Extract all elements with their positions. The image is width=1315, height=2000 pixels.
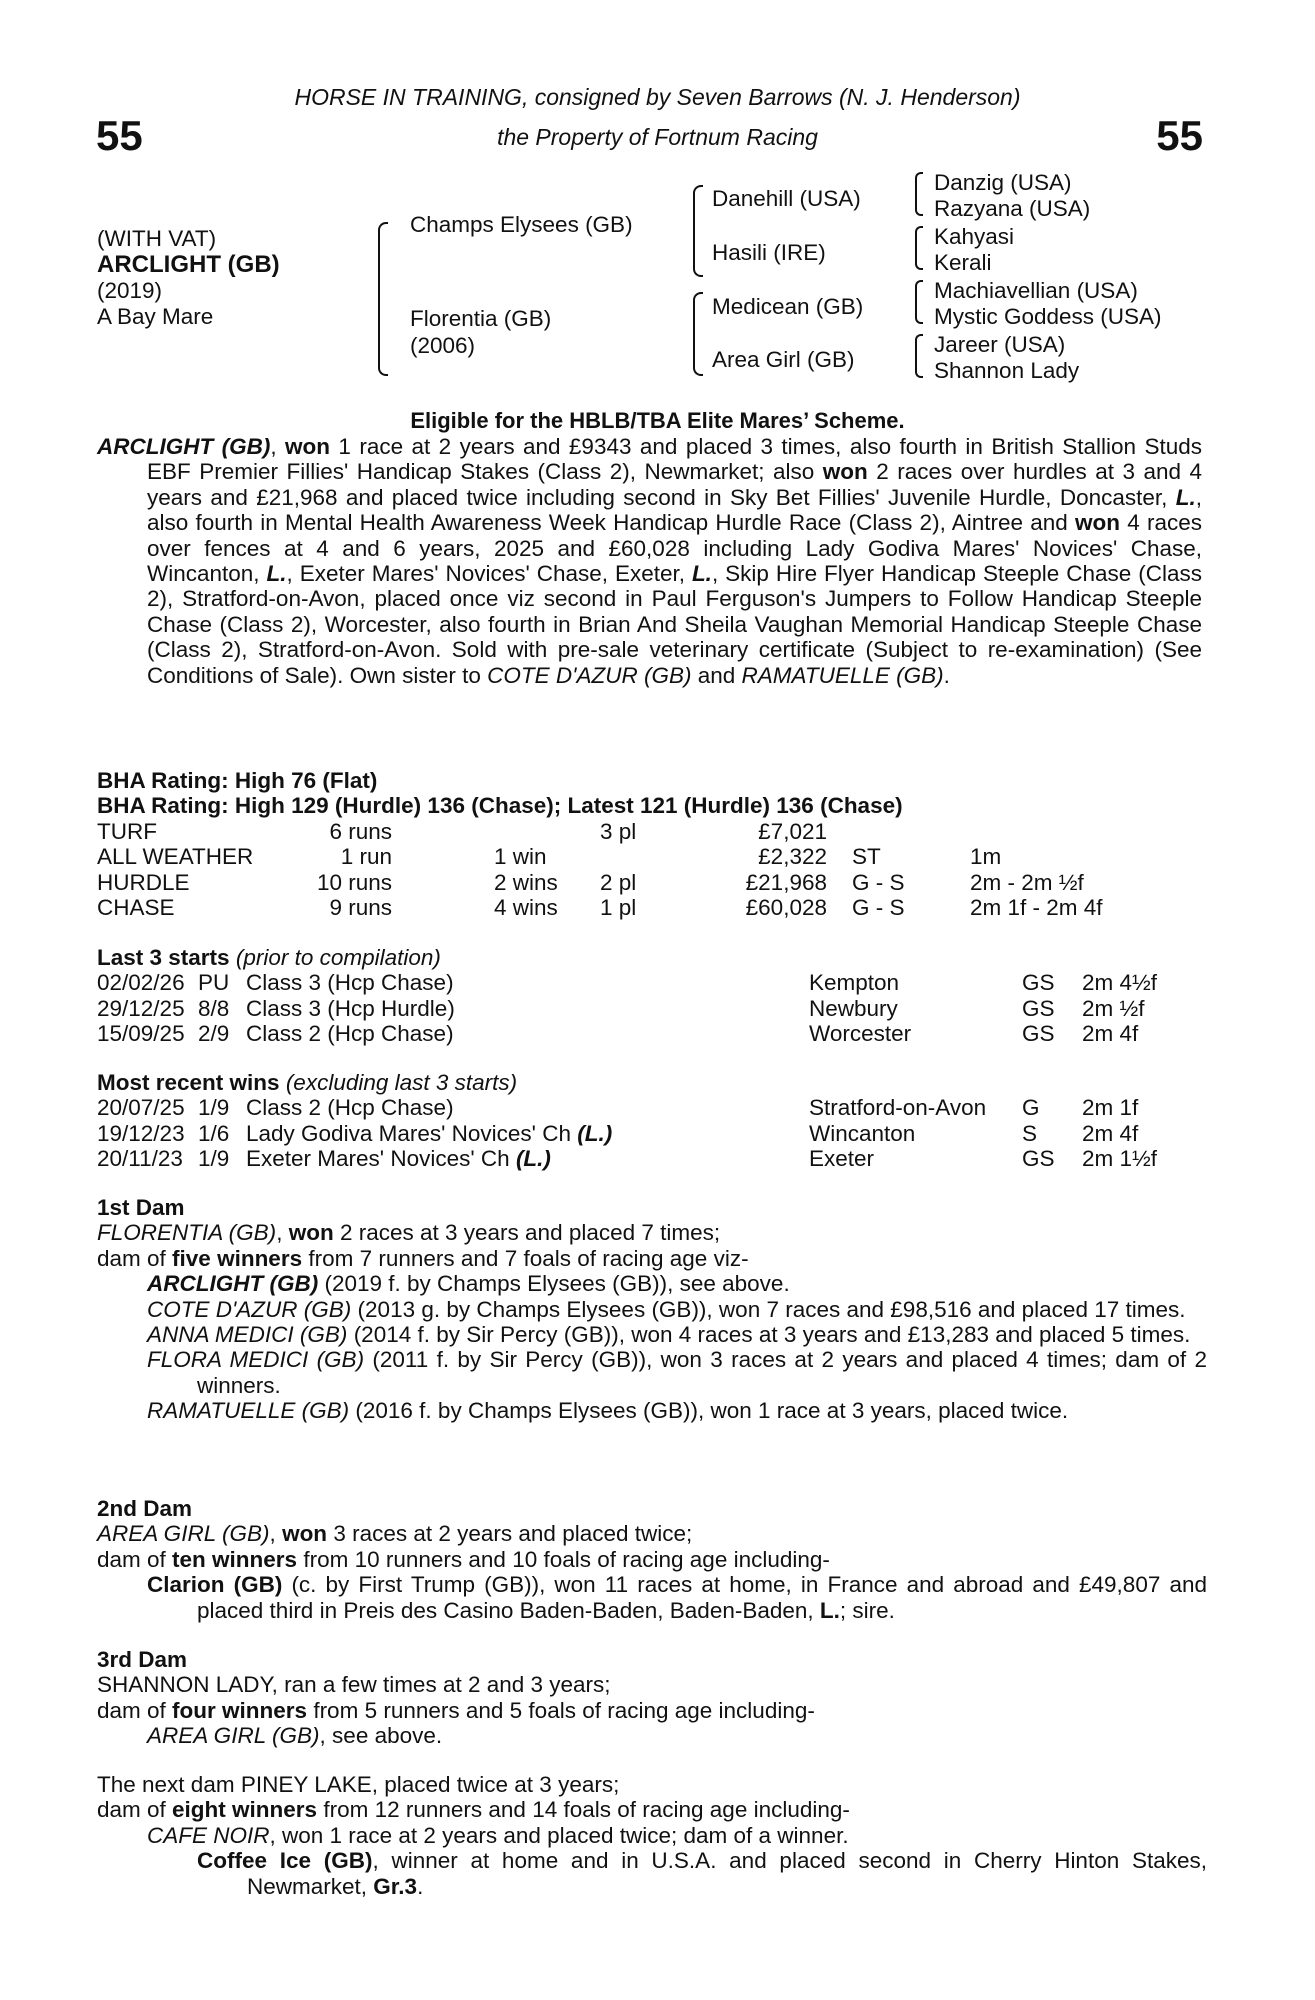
pedigree-brace-3a	[915, 172, 923, 216]
progeny-name: ANNA MEDICI (GB)	[147, 1322, 348, 1348]
course: Stratford-on-Avon	[809, 1095, 987, 1121]
sibling-name: RAMATUELLE (GB)	[741, 662, 944, 688]
dam1-name: FLORENTIA (GB)	[97, 1220, 277, 1246]
bha-rating-jumps: BHA Rating: High 129 (Hurdle) 136 (Chase); Latest 121 (Hurdle) 136 (Chase)	[97, 793, 903, 819]
next-dam-produce-pre: dam of	[97, 1797, 173, 1823]
ratings-section	[97, 768, 1207, 920]
course: Exeter	[809, 1146, 875, 1172]
recent-wins-section	[97, 1070, 1207, 1172]
dam3-winners-count: four winners	[172, 1697, 308, 1723]
next-dam-progeny-2	[97, 1848, 1207, 1899]
going: G	[1022, 1095, 1040, 1121]
pedigree-brace-3c	[915, 280, 923, 324]
dam2-record: 3 races at 2 years and placed twice;	[327, 1521, 693, 1547]
ancestor: Razyana (USA)	[934, 196, 1091, 221]
going: GS	[1022, 970, 1055, 996]
race-name	[246, 1146, 551, 1171]
race-title: Exeter Mares' Novices' Ch	[246, 1146, 510, 1172]
distance: 1m	[970, 844, 1002, 870]
recent-wins-table	[97, 1095, 1207, 1171]
ancestor: Kerali	[934, 250, 992, 275]
runs: 10 runs	[316, 869, 392, 895]
first-dam-section: 1st Dam FLORENTIA (GB), won 2 races at 3 years and placed 7 times; dam of five winners from 7 runners and 7 foals of racing age viz- ARCLIGHT (GB) (2019 f. by Champs Elysees (GB)), see above. COTE D'AZUR (GB) (2013 g. by Champs Elysees (GB)), won 7 races and £98,516 and placed 17 times. ANNA MEDICI (GB) (2014 f. by Sir Percy (GB)), won 4 races at 3 years and £13,283 and placed 5 times. FLORA MEDICI (GB) (2011 f. by Sir Percy (GB)), won 3 races at 2 years and placed 4 times; dam of 2 winners. RAMATUELLE (GB) (2016 f. by Champs Elysees (GB)), won 1 race at 3 years, placed twice.	[97, 1195, 1207, 1424]
ancestor: Kahyasi	[934, 224, 1015, 249]
sire-dam: Hasili (IRE)	[712, 240, 826, 265]
dam: Florentia (GB)	[410, 306, 552, 331]
sire-sire: Danehill (USA)	[712, 186, 861, 211]
summary-text-5: , Exeter Mares' Novices' Chase, Exeter,	[286, 561, 692, 587]
race-date: 19/12/23	[97, 1120, 185, 1146]
prize: £2,322	[758, 844, 827, 870]
pedigree-brace-3d	[915, 334, 923, 378]
form-row	[97, 1121, 1207, 1146]
finish-position: 1/9	[198, 1146, 230, 1172]
summary-won-1: won	[285, 434, 331, 459]
prize: £21,968	[745, 869, 827, 895]
next-dam-section	[97, 1772, 1207, 1899]
surface: CHASE	[97, 894, 175, 920]
race-title: Class 3 (Hcp Hurdle)	[246, 995, 455, 1021]
finish-position: 8/8	[198, 995, 230, 1021]
distance: 2m 4f	[1082, 1120, 1139, 1146]
pedigree-brace-2b	[693, 292, 703, 376]
ratings-row	[97, 895, 1207, 920]
race-name	[246, 1121, 612, 1146]
horse-description: A Bay Mare	[97, 304, 214, 329]
form-row	[97, 1146, 1207, 1171]
progeny-entry	[97, 1297, 1207, 1322]
form-row	[97, 996, 1207, 1021]
race-title: Class 2 (Hcp Chase)	[246, 1095, 454, 1121]
last3-table	[97, 970, 1207, 1046]
progeny-record: (2013 g. by Champs Elysees (GB)), won 7 races and £98,516 and placed 17 times.	[351, 1296, 1186, 1322]
dam3-title: 3rd Dam	[97, 1647, 188, 1672]
progeny-name: COTE D'AZUR (GB)	[147, 1296, 352, 1322]
next-dam-progeny-1	[97, 1823, 1207, 1848]
horse-name: ARCLIGHT (GB)	[97, 251, 280, 278]
summary-text-6: , Skip Hire Flyer Handicap Steeple Chase (Class 2), Stratford-on-Avon, placed once viz second in Paul Ferguson's Jumpers to Follow Handicap Steeple Chase (Class 2), Worcester, also fourth in Brian And Sheila Vaughan Memorial Handicap Steeple Chase (Class 2), Stratford-on-Avon. Sold with pre-sale veterinary certificate (Subject to re-examination) (See Conditions of Sale). Own sister to	[147, 561, 1203, 688]
progeny-entry	[97, 1322, 1207, 1347]
eligibility-note: Eligible for the HBLB/TBA Elite Mares’ Scheme.	[410, 408, 905, 433]
wins: 4 wins	[494, 894, 558, 920]
next-dam-line: The next dam PINEY LAKE, placed twice at 3 years;	[97, 1772, 620, 1797]
horse-identity	[97, 226, 280, 330]
third-dam-section	[97, 1647, 1207, 1749]
ratings-table	[97, 819, 1207, 921]
race-date: 29/12/25	[97, 995, 185, 1021]
going: GS	[1022, 1021, 1055, 1047]
dam-dam: Area Girl (GB)	[712, 347, 855, 372]
race-name	[246, 1095, 454, 1120]
race-name	[246, 996, 455, 1021]
progeny-record: , see above.	[319, 1723, 443, 1749]
sibling-name: COTE D'AZUR (GB)	[487, 662, 692, 688]
summary-text-3: , also fourth in Mental Health Awareness Week Handicap Hurdle Race (Class 2), Aintree and	[147, 484, 1202, 536]
progeny-record: (c. by First Trump (GB)), won 11 races at home, in France and abroad and £49,807 and placed third in Preis des Casino Baden-Baden, Baden-Baden,	[197, 1572, 1207, 1623]
wins: 1 win	[494, 844, 547, 870]
course: Wincanton	[809, 1120, 916, 1146]
wins: 2 wins	[494, 869, 558, 895]
progeny-entry	[97, 1271, 1207, 1296]
progeny-name: FLORA MEDICI (GB)	[147, 1347, 365, 1373]
next-dam-produce-rest: from 12 runners and 14 foals of racing age including-	[317, 1797, 850, 1823]
progeny-name: ARCLIGHT (GB)	[147, 1271, 319, 1297]
grandsire-column	[934, 170, 1162, 384]
vat-label: (WITH VAT)	[97, 226, 217, 251]
course: Newbury	[809, 995, 898, 1021]
race-date: 20/07/25	[97, 1095, 185, 1121]
form-row	[97, 1021, 1207, 1046]
sire: Champs Elysees (GB)	[410, 212, 633, 237]
recent-wins-subtitle: (excluding last 3 starts)	[285, 1070, 518, 1095]
progeny-entry	[97, 1398, 1207, 1423]
distance: 2m 1½f	[1082, 1146, 1158, 1172]
last-3-starts-section	[97, 945, 1207, 1047]
race-date: 02/02/26	[97, 970, 185, 996]
dam2-won: won	[282, 1521, 328, 1547]
dam1-won: won	[288, 1220, 334, 1246]
dam1-title: 1st Dam	[97, 1195, 185, 1220]
summary-won-2: won	[822, 459, 868, 485]
dam3-line: SHANNON LADY, ran a few times at 2 and 3 years;	[97, 1672, 611, 1698]
prize: £60,028	[745, 894, 827, 920]
dam-year: (2006)	[410, 333, 476, 358]
distance: 2m 1f - 2m 4f	[970, 894, 1103, 920]
dam1-produce-pre: dam of	[97, 1245, 173, 1271]
progeny-record: (2014 f. by Sir Percy (GB)), won 4 races at 3 years and £13,283 and placed 5 times.	[347, 1322, 1191, 1348]
next-dam-winners-count: eight winners	[172, 1797, 318, 1823]
pedigree-brace-2a	[693, 185, 703, 277]
finish-position: 1/6	[198, 1120, 230, 1146]
listed-marker: (L.)	[515, 1146, 551, 1172]
dam2-title: 2nd Dam	[97, 1496, 193, 1521]
finish-position: PU	[198, 970, 230, 996]
going: ST	[852, 844, 881, 870]
progeny-record: , won 1 race at 2 years and placed twice; dam of a winner.	[269, 1822, 849, 1848]
progeny-name: Coffee Ice (GB)	[197, 1848, 373, 1874]
going: S	[1022, 1120, 1038, 1146]
summary-text-7: and	[691, 662, 742, 688]
progeny-end: .	[417, 1873, 424, 1899]
finish-position: 2/9	[198, 1021, 230, 1047]
last3-title: Last 3 starts	[97, 945, 230, 970]
dam1-progeny-list	[97, 1271, 1207, 1423]
horse-year: (2019)	[97, 278, 163, 303]
ancestor: Machiavellian (USA)	[934, 278, 1138, 303]
dam2-produce-rest: from 10 runners and 10 foals of racing age including-	[297, 1546, 830, 1572]
summary-text-4: 4 races over fences at 4 and 6 years, 2025 and £60,028 including Lady Godiva Mares' Novices' Chase, Wincanton,	[147, 510, 1202, 587]
progeny-name: RAMATUELLE (GB)	[147, 1398, 350, 1424]
race-title: Lady Godiva Mares' Novices' Ch	[246, 1120, 571, 1146]
dam1-produce-rest: from 7 runners and 7 foals of racing age viz-	[302, 1245, 749, 1271]
surface: ALL WEATHER	[97, 844, 254, 870]
recent-wins-title: Most recent wins	[97, 1070, 280, 1095]
dam3-produce-rest: from 5 runners and 5 foals of racing age including-	[307, 1697, 815, 1723]
distance: 2m - 2m ½f	[970, 869, 1084, 895]
race-summary: ARCLIGHT (GB), won 1 race at 2 years and £9343 and placed 3 times, also fourth in British Stallion Studs EBF Premier Fillies' Handicap Stakes (Class 2), Newmarket; also won 2 races over hurdles at 3 and 4 years and £21,968 and placed twice including second in Sky Bet Fillies' Juvenile Hurdle, Doncaster, L., also fourth in Mental Health Awareness Week Handicap Hurdle Race (Class 2), Aintree and won 4 races over fences at 4 and 6 years, 2025 and £60,028 including Lady Godiva Mares' Novices' Chase, Wincanton, L., Exeter Mares' Novices' Chase, Exeter, L., Skip Hire Flyer Handicap Steeple Chase (Class 2), Stratford-on-Avon, placed once viz second in Paul Ferguson's Jumpers to Follow Handicap Steeple Chase (Class 2), Worcester, also fourth in Brian And Sheila Vaughan Memorial Handicap Steeple Chase (Class 2), Stratford-on-Avon. Sold with pre-sale veterinary certificate (Subject to re-examination) (See Conditions of Sale). Own sister to COTE D'AZUR (GB) and RAMATUELLE (GB).	[97, 434, 1203, 688]
progeny-record: , winner at home and in U.S.A. and placed second in Cherry Hinton Stakes, Newmarket,	[247, 1848, 1207, 1899]
listed-marker: L.	[266, 561, 287, 587]
race-date: 20/11/23	[97, 1146, 183, 1172]
pedigree-brace-3b	[915, 226, 923, 270]
summary-won-3: won	[1075, 510, 1121, 536]
ancestor: Mystic Goddess (USA)	[934, 304, 1162, 329]
going: G - S	[852, 869, 905, 895]
runs: 1 run	[340, 844, 392, 870]
placed: 2 pl	[600, 869, 637, 895]
dam2-winners-count: ten winners	[172, 1546, 298, 1572]
progeny-record: (2016 f. by Champs Elysees (GB)), won 1 race at 3 years, placed twice.	[349, 1398, 1069, 1424]
form-row	[97, 970, 1207, 995]
bha-rating-flat: BHA Rating: High 76 (Flat)	[97, 768, 378, 793]
progeny-name: CAFE NOIR	[147, 1822, 270, 1848]
dam3-progeny	[97, 1723, 1207, 1748]
surface: TURF	[97, 818, 157, 844]
race-title: Class 3 (Hcp Chase)	[246, 970, 454, 996]
going: GS	[1022, 1146, 1055, 1172]
listed-marker: (L.)	[577, 1120, 613, 1146]
race-date: 15/09/25	[97, 1021, 185, 1047]
distance: 2m 4½f	[1082, 970, 1158, 996]
runs: 9 runs	[329, 894, 392, 920]
going: G - S	[852, 894, 905, 920]
listed-marker: L.	[819, 1597, 840, 1623]
ancestor: Shannon Lady	[934, 358, 1080, 383]
progeny-record: (2011 f. by Sir Percy (GB)), won 3 races at 2 years and placed 4 times; dam of 2 winners.	[197, 1347, 1207, 1398]
dam1-record: 2 races at 3 years and placed 7 times;	[333, 1220, 721, 1246]
surface: HURDLE	[97, 869, 190, 895]
summary-text-8: .	[943, 662, 950, 688]
runs: 6 runs	[329, 818, 392, 844]
second-dam-section: 2nd Dam AREA GIRL (GB), won 3 races at 2 years and placed twice; dam of ten winners from 10 runners and 10 foals of racing age including- Clarion (GB) (c. by First Trump (GB)), won 11 races at home, in France and abroad and £49,807 and placed third in Preis des Casino Baden-Baden, Baden-Baden, L.; sire.	[97, 1496, 1207, 1623]
ancestor: Danzig (USA)	[934, 170, 1072, 195]
dam1-winners-count: five winners	[172, 1245, 303, 1271]
property-line: the Property of Fortnum Racing	[497, 124, 818, 150]
dam3-produce-pre: dam of	[97, 1697, 173, 1723]
distance: 2m ½f	[1082, 995, 1145, 1021]
race-name	[246, 970, 454, 995]
progeny-name: AREA GIRL (GB)	[147, 1723, 320, 1749]
listed-marker: L.	[1175, 484, 1196, 510]
dam2-name: AREA GIRL (GB)	[97, 1521, 270, 1547]
finish-position: 1/9	[198, 1095, 230, 1121]
summary-text-2: 2 races over hurdles at 3 and 4 years and £21,968 and placed twice including second in Sky Bet Fillies' Juvenile Hurdle, Doncaster,	[147, 459, 1202, 510]
dam2-progeny	[97, 1572, 1207, 1623]
grade-marker: Gr.3	[373, 1873, 418, 1899]
going: GS	[1022, 995, 1055, 1021]
ratings-row	[97, 844, 1207, 869]
listed-marker: L.	[691, 561, 712, 587]
dam-sire: Medicean (GB)	[712, 294, 864, 319]
distance: 2m 1f	[1082, 1095, 1139, 1121]
placed: 1 pl	[600, 894, 637, 920]
dam2-produce-pre: dam of	[97, 1546, 173, 1572]
lot-number-right: 55	[1156, 112, 1203, 159]
pedigree-brace-1	[378, 222, 388, 376]
course: Worcester	[809, 1021, 912, 1047]
progeny-end: ; sire.	[839, 1597, 895, 1623]
summary-horse-name: ARCLIGHT (GB)	[97, 434, 271, 459]
placed: 3 pl	[600, 818, 637, 844]
progeny-entry	[97, 1347, 1207, 1398]
ancestor: Jareer (USA)	[934, 332, 1066, 357]
race-name	[246, 1021, 454, 1046]
ratings-row	[97, 819, 1207, 844]
progeny-record: (2019 f. by Champs Elysees (GB)), see above.	[318, 1271, 790, 1297]
form-row	[97, 1095, 1207, 1120]
lot-number-left: 55	[96, 112, 143, 159]
ratings-row	[97, 870, 1207, 895]
prize: £7,021	[758, 818, 827, 844]
summary-text-1: 1 race at 2 years and £9343 and placed 3 times, also fourth in British Stallion Studs EBF Premier Fillies' Handicap Stakes (Class 2), Newmarket; also	[147, 434, 1202, 485]
last3-subtitle: (prior to compilation)	[235, 945, 441, 970]
distance: 2m 4f	[1082, 1021, 1139, 1047]
race-title: Class 2 (Hcp Chase)	[246, 1021, 454, 1047]
progeny-name: Clarion (GB)	[147, 1572, 283, 1598]
consignor-line: HORSE IN TRAINING, consigned by Seven Barrows (N. J. Henderson)	[294, 84, 1021, 110]
course: Kempton	[809, 970, 900, 996]
